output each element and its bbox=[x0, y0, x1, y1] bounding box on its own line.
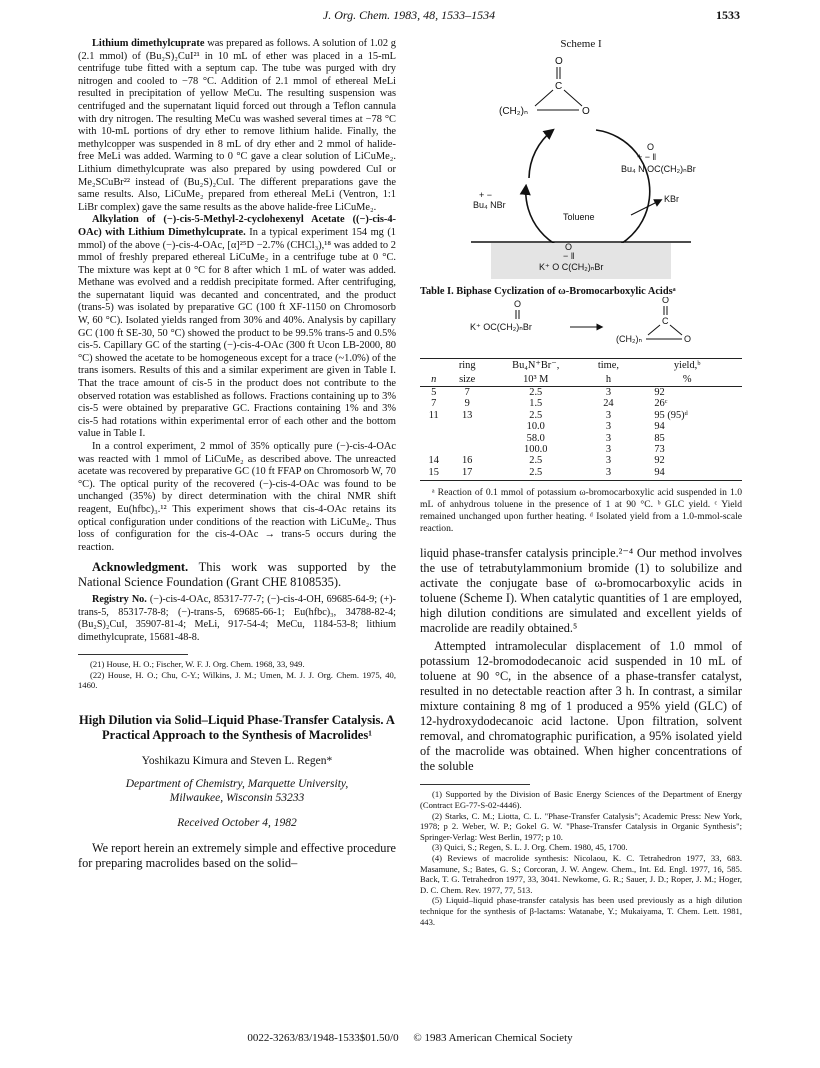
footnote: (3) Quici, S.; Regen, S. L. J. Org. Chem. 1980, 45, 1700. bbox=[432, 842, 628, 853]
acknowledgment bbox=[78, 560, 396, 589]
cell: 1.5 bbox=[529, 398, 543, 410]
cell bbox=[447, 444, 487, 455]
cell: 15 bbox=[420, 467, 447, 481]
paragraph-text: was prepared as follows. A solution of 1.02 g (2.1 mmol) of (Bu₂S)₂CuI²¹ in 10 mL of ether was placed in a 15-mL centrifuge tube fitted with a septum cap. The tube was purged with dry nitrogen and cooled to −78 °C. Addition of 2.1 mmol of ethereal MeLi resulted in precipitation of yellow MeCu. The resulting suspension was centrifuged and the supernatant liquid forced out through a Teflon cannula with dry nitrogen. The resulting MeCu was washed several times at −78 °C with 10-mL portions of dry ether to remove lithium halide. Finally, the methylcopper was suspended in 8 mL of dry ether and 2 mmol of halide-free MeLi was added. Warming to 0 °C gave a clear solution of LiCuMe₂. Lithium dimethylcuprate was also prepared by using powdered CuI or Me₂SCuBr²² instead of (Bu₂S)₂CuI. The different preparations gave the same results. Also, LiCuMe₂ prepared from ethereal MeLi (Ventron, 1:1 LiBr complex) gave the same results as the above halide-free LiCuMe₂. bbox=[78, 38, 396, 213]
catalyst-label: Bu₄ NBr bbox=[473, 200, 506, 210]
run-in-heading: Alkylation of (−)-cis-5-Methyl-2-cyclohexenyl Acetate ((−)-cis-4-OAc) with Lithium Dimethylcuprate. bbox=[78, 214, 396, 238]
cell: 11 bbox=[428, 409, 439, 421]
scheme-diagram bbox=[451, 50, 711, 282]
cell: 85 bbox=[654, 432, 665, 444]
cell: 14 bbox=[428, 455, 439, 467]
carbonyl-c-label: C bbox=[555, 81, 563, 92]
right-column bbox=[420, 38, 742, 927]
ester-label: Bu₄ N OC(CH₂)ₙBr bbox=[621, 164, 696, 174]
table-row bbox=[420, 387, 742, 399]
col-header: % bbox=[632, 373, 742, 387]
cell: 7 bbox=[431, 398, 437, 410]
table-reaction-equation bbox=[420, 297, 742, 349]
price-code: 0022-3263/83/1948-1533$01.50/0 bbox=[247, 1032, 399, 1044]
paragraph-method: liquid phase-transfer catalysis principle.²⁻⁴ Our method involves the use of tetrabutylammonium bromide (1) to solubilize and activate the conjugate base of ω-bromocarboxylic acids in toluene (Scheme I). When catalytic quantities of 1 are employed, high dilution conditions are simulated and excellent yields of macrolide are readily obtained.⁵ bbox=[420, 546, 742, 636]
footnote: (2) Starks, C. M.; Liotta, C. L. "Phase-Transfer Catalysis"; Academic Press: New York, 1978; p 2. Weber, W. P.; Gokel G. W. "Phase-Transfer Catalysis in Organic Synthesis"; Springer-Verlag: West Berlin, 1977; p 10. bbox=[420, 810, 742, 842]
intro-paragraph: We report herein an extremely simple and effective procedure for preparing macrolides based on the solid– bbox=[78, 840, 397, 870]
cell: 24 bbox=[603, 398, 614, 410]
cell: 3 bbox=[605, 387, 612, 398]
table-row bbox=[420, 421, 742, 432]
col-header: h bbox=[585, 373, 633, 387]
cell: 58.0 bbox=[526, 432, 545, 444]
ring-o-label: O bbox=[582, 106, 590, 117]
cell: 3 bbox=[605, 409, 612, 421]
cell: 7 bbox=[464, 387, 470, 398]
left-column bbox=[78, 38, 396, 871]
charge-label: − ‖ bbox=[563, 251, 575, 261]
table-notes: ᵃ Reaction of 0.1 mmol of potassium ω-bromocarboxylic acid suspended in 1.0 mL of anhydrous toluene in the presence of 1 at 90 °C. ᵇ GLC yield. ᶜ Yield remained unchanged upon further heating. ᵈ Isolated yield from a 1.0-mmol-scale reaction. bbox=[420, 487, 742, 534]
ester-o-label: O bbox=[647, 142, 655, 152]
received-date: Received October 4, 1982 bbox=[177, 816, 297, 829]
paragraph-results: Attempted intramolecular displacement of 1.0 mmol of potassium 12-bromododecanoic acid suspended in 10 mL of toluene at 90 °C, in the absence of a phase-transfer catalyst, resulted in no detectable reaction after 3 h. In contrast, a similar mixture containing 8 mg of 1 produced a 95% yield (GLC) of 12-hydroxydodecanoic acid lactone. Upon filtration, solvent removal, and chromatographic purification, a 95% isolated yield of the macrolide was obtained. When higher concentrations of the soluble bbox=[420, 639, 742, 774]
col-header: Bu₄N⁺Br⁻, bbox=[487, 359, 585, 373]
paragraph-text: (−)-cis-4-OAc, 85317-77-7; (−)-cis-4-OH, 69685-64-9; (+)-trans-5, 85317-78-8; (−)-trans-5, 69685-66-1; Eu(hfbc)₃, 34788-82-4; (Bu₂S)₂CuI, 35907-81-4; MeLi, 917-54-4; MeCu, 1184-53-8; lithium dimethylcuprate, 15681-48-8. bbox=[78, 594, 396, 643]
journal-citation: J. Org. Chem. 1983, 48, 1533–1534 bbox=[322, 8, 496, 22]
footnote-divider bbox=[420, 784, 530, 785]
cell: 17 bbox=[447, 467, 487, 481]
cell: 3 bbox=[585, 467, 633, 481]
col-header: 10³ M bbox=[487, 373, 585, 387]
lactone-structure bbox=[499, 56, 590, 117]
cell bbox=[420, 433, 447, 444]
cell: 2.5 bbox=[529, 409, 543, 421]
col-header: n bbox=[420, 373, 447, 387]
article-title: High Dilution via Solid–Liquid Phase-Transfer Catalysis. A Practical Approach to the Synthesis of Macrolides¹ bbox=[79, 712, 395, 742]
run-in-heading: Lithium dimethylcuprate bbox=[92, 38, 205, 49]
table-row bbox=[420, 467, 742, 481]
col-header bbox=[420, 359, 447, 373]
col-header: time, bbox=[585, 359, 633, 373]
cell: 94 bbox=[632, 467, 742, 481]
paragraph-alkylation bbox=[78, 214, 396, 441]
scheme-title: Scheme I bbox=[560, 38, 602, 50]
footnote: (4) Reviews of macrolide synthesis: Nicolaou, K. C. Tetrahedron 1977, 33, 683. Masamune, S.; Bates, G. S.; Corcoran, J. W. Angew. Chem., Int. Ed. Engl. 1977, 16, 585. Back, T. G. Tetrahedron 1977, 33, 3041. Newkome, G. R.; Sauer, J. D.; Roper, J. M.; Hoger, D. C. Chem. Rev. 1977, 77, 513. bbox=[420, 853, 742, 895]
paragraph-text: In a typical experiment 154 mg (1 mmol) of the above (−)-cis-4-OAc, [α]²⁵D −2.7% (CHCl₃),¹⁸ was added to 2 mmol of freshly prepared ethereal LiCuMe₂ in a centrifuge tube at 0 °C. The mixture was kept at 0 °C for 8 after which 1 mL of water was added. Methane was evolved and a reddish precipitate formed. After centrifuging, the supernatant liquid was decanted and concentrated, and the product (trans-5) was isolated by preparative GC (100 ft XF-1150 on Chromosorb W, 60 °C). Isolated yields ranged from 30% and 40%. Analysis by capillary GC (100 ft SE-30, 50 °C) showed the product to be 99.5% trans-5 and 0.5% cis-5. Capillary GC of the starting (−)-cis-4-OAc (300 ft Ucon LB-2000, 80 °C) showed the acetate to be homogeneous except for a trace (~1.0%) of the trans isomers. Results of this and a similar experiment are given in Table I. That the trace amount of cis-5 in the product does not contribute to the observed rotation was established as follows. Fractions containing up to 3% cis-5 were obtained by preparative GC. Fractions containing 1% and 3% cis-5 had rotations within experimental error of each other and the bottom value in Table I. bbox=[78, 226, 396, 440]
affiliation-line: Department of Chemistry, Marquette University, bbox=[125, 777, 349, 790]
cell: 5 bbox=[431, 387, 437, 398]
salt-o-label: O bbox=[565, 242, 573, 252]
affiliation-line: Milwaukee, Wisconsin 53233 bbox=[169, 791, 305, 804]
table-caption-text: Table I. Biphase Cyclization of ω-Bromocarboxylic Acidsᵃ bbox=[420, 286, 676, 297]
col-header: yield,ᵇ bbox=[632, 359, 742, 373]
cell: 10.0 bbox=[526, 421, 545, 433]
table-row bbox=[420, 433, 742, 444]
affiliation bbox=[78, 777, 396, 805]
product-o-label: O bbox=[662, 297, 670, 305]
cycle-arc-right bbox=[526, 130, 650, 253]
page-number: 1533 bbox=[716, 8, 740, 22]
cell: 3 bbox=[605, 455, 612, 467]
cell bbox=[447, 433, 487, 444]
cell: 9 bbox=[464, 398, 470, 410]
cell: 3 bbox=[605, 432, 612, 444]
cell: 100.0 bbox=[524, 444, 548, 456]
charge-label: + − bbox=[479, 190, 493, 200]
solvent-label: Toluene bbox=[563, 212, 595, 222]
cell: 92 bbox=[654, 387, 665, 398]
copyright: © 1983 American Chemical Society bbox=[413, 1032, 573, 1044]
col-header: size bbox=[447, 373, 487, 387]
cell: 2.5 bbox=[529, 387, 543, 398]
table-row bbox=[420, 410, 742, 421]
page-footer bbox=[0, 1032, 820, 1044]
paragraph-cuprate-prep bbox=[78, 38, 396, 214]
running-header bbox=[78, 8, 740, 26]
footnote: (5) Liquid–liquid phase-transfer catalysis has been used previously as a high dilution technique for the synthesis of β-lactams: Watanabe, Y.; Mukaiyama, T. Chem. Lett. 1981, 443. bbox=[420, 895, 742, 927]
charge-label: + − ‖ bbox=[637, 152, 657, 162]
table-row bbox=[420, 398, 742, 409]
product-label: (CH₂)ₙ bbox=[616, 334, 643, 344]
registry-numbers bbox=[78, 594, 396, 644]
cell bbox=[420, 444, 447, 455]
cell: 13 bbox=[461, 409, 473, 421]
cell: 95 (95)ᵈ bbox=[654, 409, 688, 421]
cell: 26ᶜ bbox=[654, 398, 668, 410]
col-header: ring bbox=[447, 359, 487, 373]
cell: 3 bbox=[605, 444, 612, 456]
carbonyl-o-label: O bbox=[555, 56, 563, 67]
run-in-heading: Registry No. bbox=[92, 594, 147, 606]
cell bbox=[420, 421, 447, 432]
reactant-o-label: O bbox=[514, 299, 522, 309]
footnote: (1) Supported by the Division of Basic Energy Sciences of the Department of Energy (Contract EG-77-S-02-4446). bbox=[420, 789, 742, 811]
results-table bbox=[420, 358, 742, 481]
kbr-label: KBr bbox=[664, 194, 680, 204]
footnote: (21) House, H. O.; Fischer, W. F. J. Org. Chem. 1968, 33, 949. bbox=[90, 658, 305, 669]
run-in-heading: Acknowledgment. bbox=[92, 560, 189, 575]
table-caption bbox=[420, 286, 742, 297]
product-c-label: C bbox=[662, 316, 669, 326]
cell: 3 bbox=[605, 421, 612, 433]
reactant-label: K⁺ OC(CH₂)ₙBr bbox=[470, 322, 532, 332]
cell: 73 bbox=[654, 444, 665, 456]
salt-label: K⁺ O C(CH₂)ₙBr bbox=[539, 262, 604, 272]
lactone-chain: (CH₂)ₙ bbox=[499, 106, 528, 117]
footnote-divider bbox=[78, 654, 188, 655]
cycle-arc-left bbox=[529, 130, 553, 178]
paragraph-control: In a control experiment, 2 mmol of 35% optically pure (−)-cis-4-OAc was reacted with 1 mmol of LiCuMe₂ as described above. The unreacted acetate was recovered by preparative GC (10 ft FFAP on Chromosorb W, 70 °C). The optical purity of the recovered (−)-cis-4-OAc was found to be unchanged (35%) by direct determination with the chiral NMR shift reagent, Eu(hfbc)₃.¹² This experiment shows that cis-4-OAc retains its optical configuration under conditions of the reaction with LiCuMe₂. Thus loss of configuration for the cis-4-OAc → trans-5 occurs during the reaction. bbox=[78, 441, 396, 553]
footnote: (22) House, H. O.; Chu, C-Y.; Wilkins, J. M.; Umen, M. J. J. Org. Chem. 1975, 40, 1460. bbox=[78, 669, 396, 691]
product-o-ring: O bbox=[684, 334, 692, 344]
table-row bbox=[420, 455, 742, 466]
cell: 2.5 bbox=[487, 467, 585, 481]
cell: 16 bbox=[461, 455, 473, 467]
cell: 2.5 bbox=[529, 455, 543, 467]
table-row bbox=[420, 444, 742, 455]
cell: 94 bbox=[654, 421, 665, 433]
paragraph-text: This work was supported by the National Science Foundation (Grant CHE 8108535). bbox=[78, 560, 396, 589]
authors: Yoshikazu Kimura and Steven L. Regen* bbox=[141, 754, 333, 767]
cell bbox=[447, 421, 487, 432]
solid-phase bbox=[491, 243, 671, 279]
cell: 92 bbox=[654, 455, 665, 467]
